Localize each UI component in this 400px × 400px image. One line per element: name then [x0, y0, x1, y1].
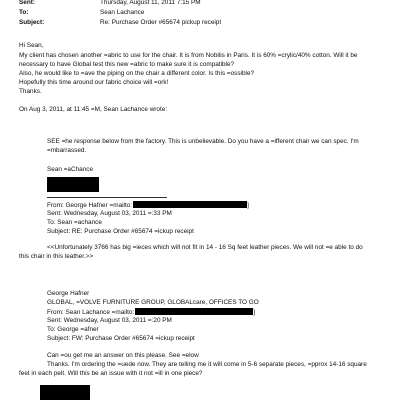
- body-paragraph-line: Also, he would like to =ave the piping on the chair a different color. Is this =ossible?: [19, 70, 255, 77]
- message-subject-line: Subject: RE: Purchase Order #65674 =ickup receipt: [47, 228, 194, 235]
- message-from-line: From: Sean Lachance =mailto: ]: [47, 309, 255, 316]
- george-signature-name: George Hafner: [47, 290, 90, 297]
- message-body-line: this chair in this leather.>>: [19, 253, 94, 260]
- message-sent-line: Sent: Wednesday, August 03, 2011 =:33 PM: [47, 210, 172, 217]
- redaction-block: [40, 385, 90, 400]
- thanks-line: Thanks.: [19, 88, 42, 95]
- message-body-line: <<Unfortunately 3766 has big =ieces which will not fit in 14 - 16 Sq feet leather pieces. We will not =e able to do: [47, 244, 363, 251]
- quoted-line: =mbarrassed.: [47, 147, 87, 154]
- redaction-block: [133, 201, 247, 208]
- sent-label: Sent:: [19, 0, 35, 6]
- message-body-line: Thanks. I'm ordering the =uede now. They are telling me it will come in 5-6 separate pieces, =pprox 14-16 square: [47, 361, 367, 368]
- message-body-line: feet in each pelt. Will this be an issue with it not =ill in one piece?: [19, 370, 203, 377]
- message-body-line: Can =ou get me an answer on this please. See =elow: [47, 352, 199, 359]
- message-to-line: To: Sean =achance: [47, 219, 102, 226]
- body-paragraph-line: Hopefully this time around our fabric choice will =ork!: [19, 79, 169, 86]
- redaction-block: [47, 177, 99, 192]
- message-sent-line: Sent: Wednesday, August 03, 2011 =:20 PM: [47, 317, 172, 324]
- sean-signature: Sean =aChance: [47, 166, 94, 173]
- quote-intro: On Aug 3, 2011, at 11:45 =M, Sean Lachance wrote:: [19, 106, 168, 113]
- message-divider: [47, 197, 167, 198]
- george-signature-company: GLOBAL, =VOLVE FURNITURE GROUP, GLOBALcare, OFFICES TO GO: [47, 299, 259, 306]
- subject-value: Re: Purchase Order #65674 pickup receipt: [100, 19, 222, 26]
- body-paragraph-line: necessary to have Global test this new =abric to make sure it is compatible?: [19, 61, 235, 68]
- sent-value: Thursday, August 11, 2011 7:15 PM: [100, 0, 201, 6]
- to-value: Sean Lachance: [100, 9, 145, 16]
- message-subject-line: Subject: FW: Purchase Order #65674 =ickup receipt: [47, 335, 195, 342]
- message-to-line: To: George =afner: [47, 326, 99, 333]
- message-from-line: From: George Hafner =mailto: ]: [47, 202, 249, 209]
- to-label: To:: [19, 9, 29, 16]
- subject-label: Subject:: [19, 19, 45, 26]
- redaction-block: [135, 308, 253, 315]
- greeting: Hi Sean,: [19, 42, 44, 49]
- body-paragraph-line: My client has chosen another =abric to use for the chair. It is from Nobilis in Paris. It is 60% =crylic/40% cotton. Will it be: [19, 52, 358, 59]
- quoted-line: SEE =he response below from the factory. This is unbelievable. Do you have a =ifferent chair we can spec. I'm: [47, 138, 359, 145]
